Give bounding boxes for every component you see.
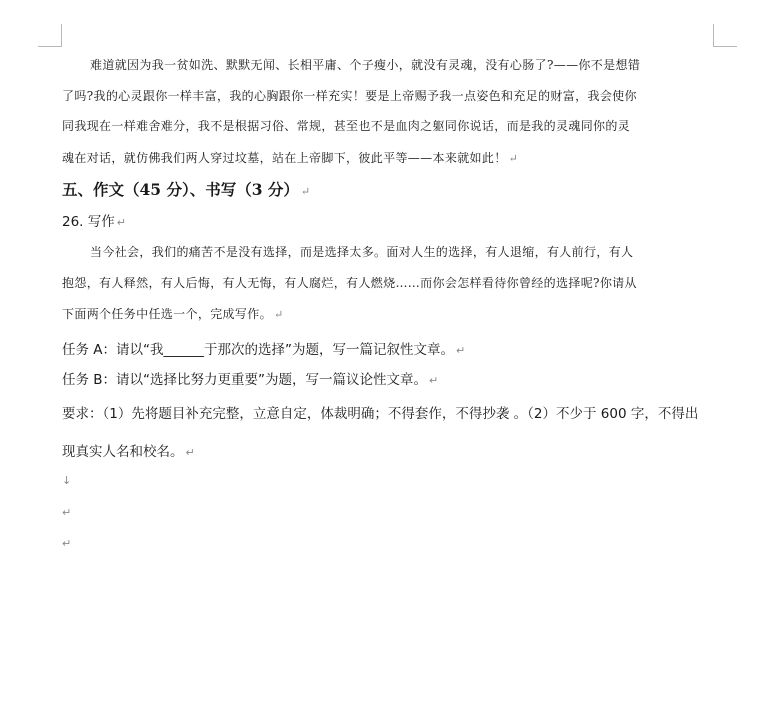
passage-line: 魂在对话，就仿佛我们两人穿过坟墓，站在上帝脚下，彼此平等——本来就如此！ ↵ [62,151,519,165]
task-a: 任务 A：请以“我______于那次的选择”为题，写一篇记叙性文章。 ↵ [62,342,466,358]
passage-line: 同我现在一样难舍难分，我不是根据习俗、常规，甚至也不是血肉之躯同你说话，而是我的灵魂同你的灵 [62,119,631,133]
prompt-line: 下面两个任务中任选一个，完成写作。 ↵ [62,307,284,321]
passage-line: 了吗?我的心灵跟你一样丰富，我的心胸跟你一样充实！要是上帝赐予我一点姿色和充足的财富，我会使你 [62,89,637,103]
paragraph-mark: ↵ [116,216,126,229]
paragraph-mark: ↵ [62,537,72,550]
prompt-line: 当今社会，我们的痛苦不是没有选择，而是选择太多。面对人生的选择，有人退缩，有人前行，有人 [90,245,634,259]
page-corner-mark-top-right-vertical [713,24,714,46]
requirements-line: 要求：（1）先将题目补充完整，立意自定，体裁明确；不得套作，不得抄袭 。（2）不少于 600 字，不得出 [62,406,699,422]
page-corner-mark-top-left-vertical [61,24,62,46]
page-corner-mark-top-right [713,46,737,47]
passage-line: 难道就因为我一贫如洗、默默无闻、长相平庸、个子瘦小，就没有灵魂，没有心肠了?——你不是想错 [90,58,641,72]
page-corner-mark-top-left [38,46,62,47]
requirements-line: 现真实人名和校名。 ↵ [62,444,195,460]
paragraph-mark: ↵ [300,185,311,198]
prompt-line: 抱怨，有人释然，有人后悔，有人无悔，有人腐烂，有人燃烧……而你会怎样看待你曾经的选择呢?你请从 [62,276,637,290]
section-heading: 五、作文（45 分）、书写（3 分） ↵ [62,180,311,199]
paragraph-mark: ↵ [62,506,72,519]
line-break-mark: ↓ [62,474,72,487]
paragraph-mark: ↵ [185,446,195,459]
question-title: 26. 写作 ↵ [62,214,126,230]
paragraph-mark: ↵ [456,344,466,357]
paragraph-mark: ↵ [429,374,439,387]
task-b: 任务 B：请以“选择比努力更重要”为题，写一篇议论性文章。 ↵ [62,372,439,388]
paragraph-mark: ↵ [508,152,519,165]
paragraph-mark: ↵ [273,308,284,321]
